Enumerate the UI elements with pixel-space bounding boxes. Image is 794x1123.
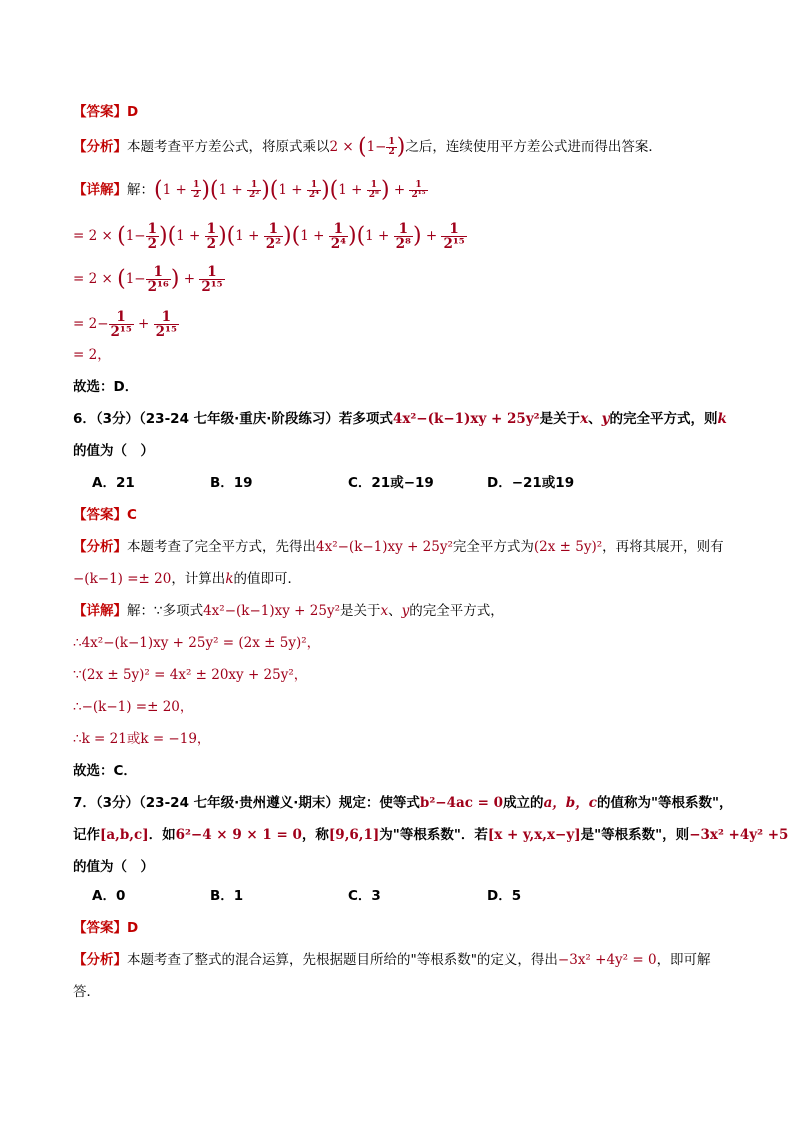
q6-stem: 6．（3分）（23-24 七年级·重庆·阶段练习）若多项式4x²−(k−1)xy + 25y²是关于x、y的完全平方式，则k xyxy=(73,411,727,427)
q6-stem-2: 的值为（ ） xyxy=(73,443,154,459)
q7-analysis-line: 【分析】本题考查了整式的混合运算，先根据题目所给的"等根系数"的定义，得出−3x² +4y² = 0，即可解 xyxy=(73,952,711,968)
detail-step1: (1 + $\frac{1}{2}$ )(1 + $\frac{1}{\text{2²}}$ )(1 + $\frac{1}{\text{2⁴}}$ )(1 + $\frac{1}{\text{2⁸}}$ ) + $\frac{1}{\text{2¹⁵}}$ xyxy=(154,177,426,203)
q7-option-a: A．0 xyxy=(92,888,126,904)
q6-option-b: B．19 xyxy=(210,475,253,491)
answer-value: C xyxy=(127,507,137,523)
q6-detail-l2: ∵(2x ± 5y)² = 4x² ± 20xy + 25y²， xyxy=(73,667,308,683)
q6-detail-l3: ∴−(k−1) =± 20， xyxy=(73,699,194,715)
q5-step5: = 2， xyxy=(73,347,111,363)
q5-step3: = 2 × (1− $\frac{1}{\text{2¹⁶}}$ ) + $\frac{1}{\text{2¹⁵}}$ xyxy=(73,264,223,295)
q6-answer-line: 【答案】C xyxy=(73,507,137,523)
q6-option-c: C．21或−19 xyxy=(348,475,434,491)
q6-choose: 故选：C． xyxy=(73,763,137,779)
q6-detail-line: 【详解】解：∵多项式4x²−(k−1)xy + 25y²是关于x、y的完全平方式， xyxy=(73,603,504,619)
q5-answer-line xyxy=(73,102,734,122)
detail-lead: 解： xyxy=(127,182,154,198)
q7-option-d: D．5 xyxy=(487,888,522,904)
q7-stem-2: 记作[a,b,c]．如6²−4 × 9 × 1 = 0，称[9,6,1]为"等根系数"．若[x + y,x,x−y]是"等根系数"，则−3x² +4y² +5 xyxy=(73,827,789,843)
q6-detail-l4: ∴k = 21或k = −19， xyxy=(73,731,211,747)
q5-choose: 故选：D． xyxy=(73,379,139,395)
q5-detail-line xyxy=(73,177,734,203)
q6-detail-l1: ∴4x²−(k−1)xy + 25y² = (2x ± 5y)²， xyxy=(73,635,321,651)
analysis-math: 2 × (1− $\frac{1}{2}$ ) xyxy=(329,134,406,160)
q7-option-c: C．3 xyxy=(348,888,381,904)
answer-tag: 【答案】 xyxy=(73,104,127,120)
q7-stem: 7．（3分）（23-24 七年级·贵州遵义·期末）规定：使等式b²−4ac = 0成立的a，b，c的值称为"等根系数"， xyxy=(73,795,733,811)
detail-tag: 【详解】 xyxy=(73,182,127,198)
q7-option-b: B．1 xyxy=(210,888,244,904)
q6-analysis-line-2: −(k−1) =± 20，计算出k的值即可． xyxy=(73,571,301,587)
q6-option-d: D．−21或19 xyxy=(487,475,575,491)
analysis-text-2: 之后，连续使用平方差公式进而得出答案． xyxy=(405,139,662,155)
q6-stem-math: 4x²−(k−1)xy + 25y² xyxy=(392,411,540,427)
analysis-tag: 【分析】 xyxy=(73,139,127,155)
q5-step4: = 2− $\frac{1}{\text{2¹⁵}}$ + $\frac{1}{\text{2¹⁵}}$ xyxy=(73,309,177,340)
q7-answer-line: 【答案】D xyxy=(73,920,139,936)
q5-step2: = 2 × (1− $\frac{1}{2}$ )(1 + $\frac{1}{2}$ )(1 + $\frac{1}{\text{2²}}$ )(1 + $\frac{1}{\text{2⁴}}$ )(1 + $\frac{1}{\text{2⁸}}$ ) + $\frac{1}{\text{2¹⁵}}$ xyxy=(73,221,465,252)
q7-stem-3: 的值为（ ） xyxy=(73,859,154,875)
q6-analysis-line: 【分析】本题考查了完全平方式，先得出4x²−(k−1)xy + 25y²完全平方式为(2x ± 5y)²，再将其展开，则有 xyxy=(73,539,724,555)
answer-value: D xyxy=(127,920,139,936)
q6-option-a: A．21 xyxy=(92,475,135,491)
answer-value: D xyxy=(127,104,139,120)
analysis-text: 本题考查平方差公式，将原式乘以 xyxy=(127,139,330,155)
q7-analysis-line-2: 答． xyxy=(73,984,100,1000)
q5-analysis-line xyxy=(73,134,734,160)
